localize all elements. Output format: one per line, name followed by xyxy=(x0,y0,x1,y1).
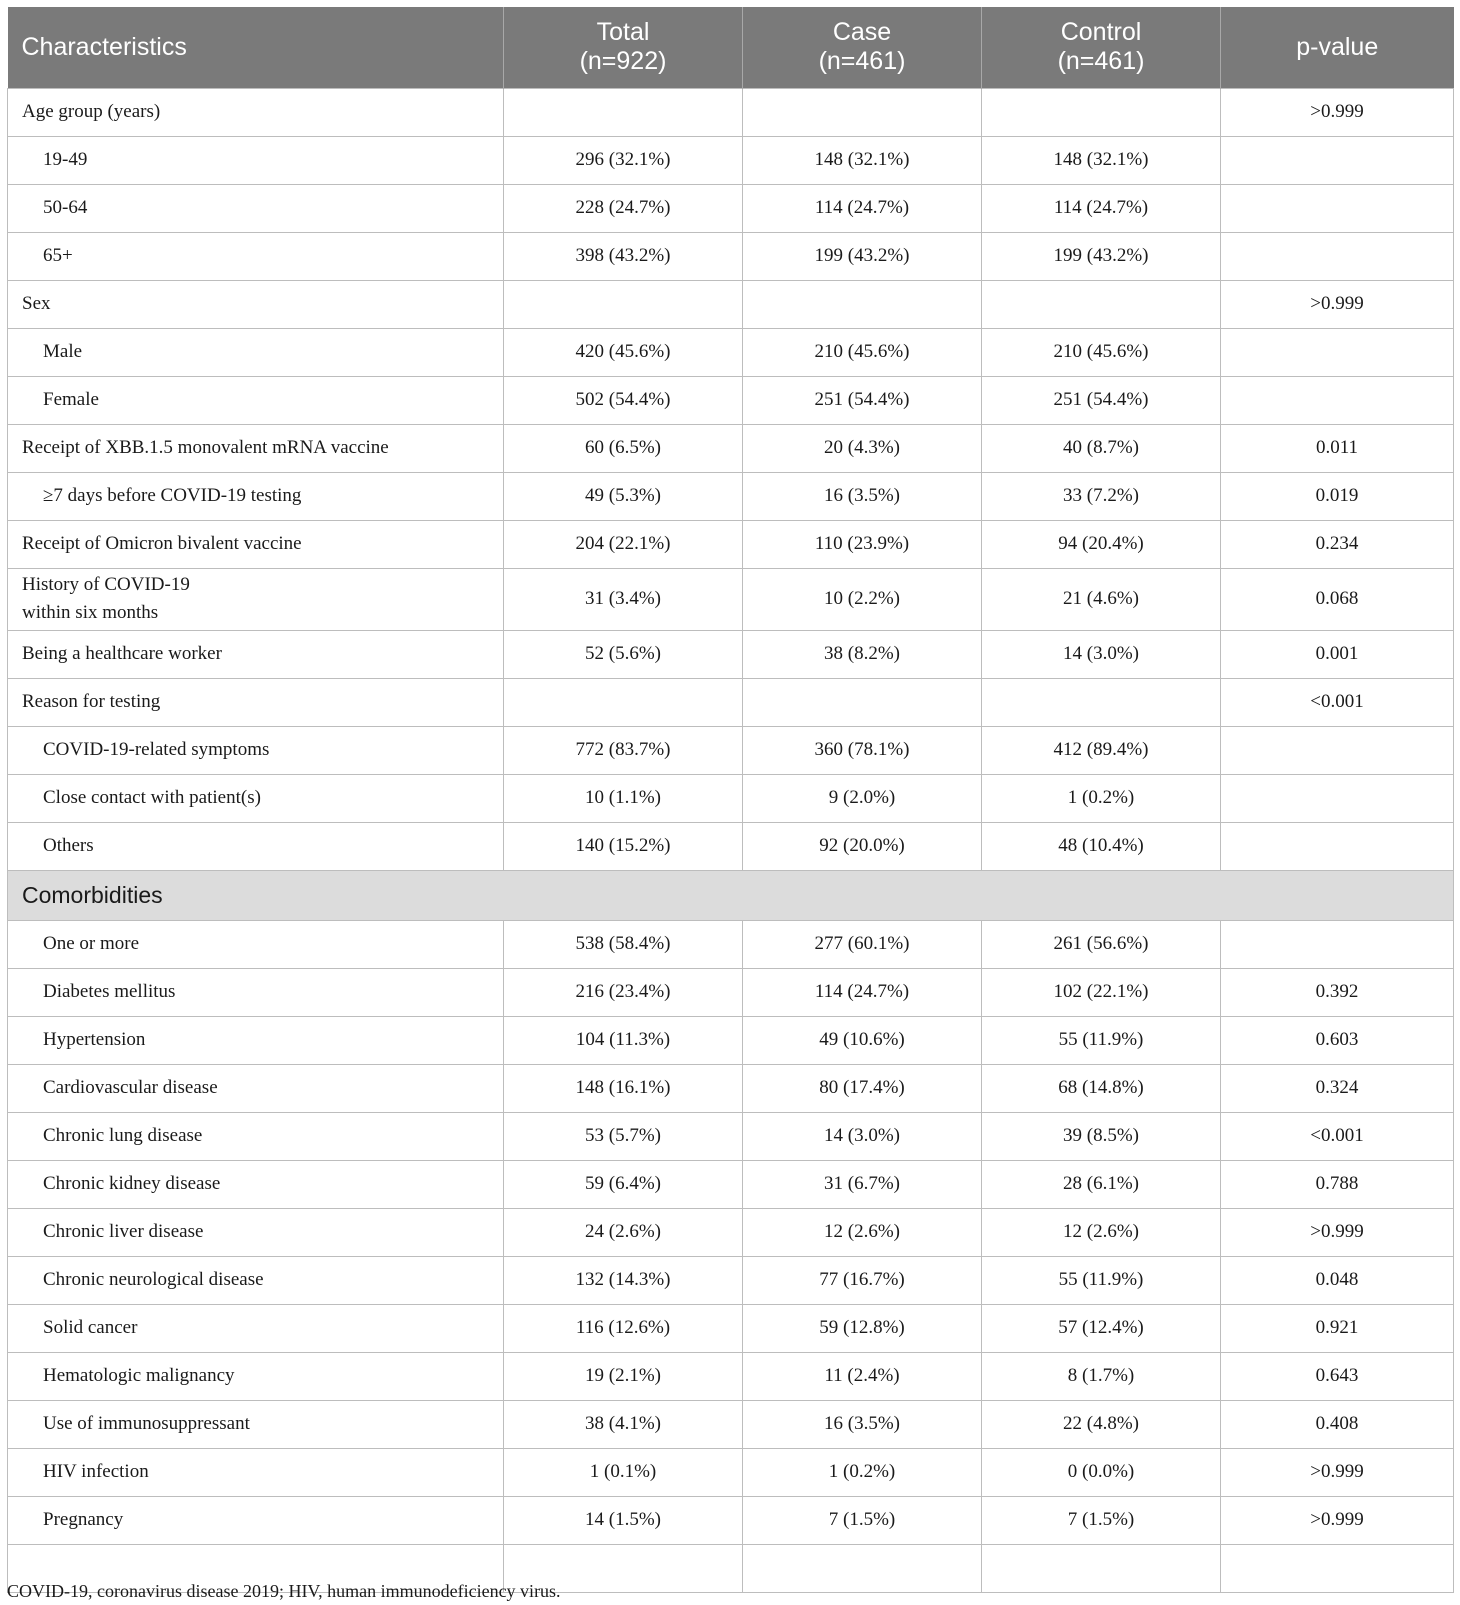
cell-control: 94 (20.4%) xyxy=(982,520,1221,568)
cell-pvalue: >0.999 xyxy=(1221,88,1454,136)
cell-control: 114 (24.7%) xyxy=(982,184,1221,232)
row-label: Sex xyxy=(8,280,504,328)
cell-pvalue: <0.001 xyxy=(1221,1112,1454,1160)
row-label xyxy=(8,568,504,630)
cell-pvalue xyxy=(1221,232,1454,280)
header-control xyxy=(982,7,1221,88)
cell-control: 68 (14.8%) xyxy=(982,1064,1221,1112)
table-row xyxy=(8,328,1454,376)
table-row xyxy=(8,1352,1454,1400)
cell-total xyxy=(504,88,743,136)
table-row xyxy=(8,1160,1454,1208)
cell-pvalue: 0.011 xyxy=(1221,424,1454,472)
row-label: Chronic kidney disease xyxy=(8,1160,504,1208)
cell-control: 251 (54.4%) xyxy=(982,376,1221,424)
table-row xyxy=(8,232,1454,280)
cell-case xyxy=(743,88,982,136)
section-label: Comorbidities xyxy=(8,870,1454,920)
table-row xyxy=(8,774,1454,822)
cell-pvalue: 0.408 xyxy=(1221,1400,1454,1448)
cell-total: 140 (15.2%) xyxy=(504,822,743,870)
row-label: Receipt of XBB.1.5 monovalent mRNA vaccine xyxy=(8,424,504,472)
cell-control: 0 (0.0%) xyxy=(982,1448,1221,1496)
cell-total: 772 (83.7%) xyxy=(504,726,743,774)
row-label: Hypertension xyxy=(8,1016,504,1064)
table-row xyxy=(8,1208,1454,1256)
cell-pvalue: 0.921 xyxy=(1221,1304,1454,1352)
cell-case: 31 (6.7%) xyxy=(743,1160,982,1208)
cell-pvalue xyxy=(1221,328,1454,376)
cell-control: 40 (8.7%) xyxy=(982,424,1221,472)
row-label: 19-49 xyxy=(8,136,504,184)
cell-total: 104 (11.3%) xyxy=(504,1016,743,1064)
table-row xyxy=(8,1496,1454,1544)
row-label: 50-64 xyxy=(8,184,504,232)
row-label: COVID-19-related symptoms xyxy=(8,726,504,774)
table-row xyxy=(8,424,1454,472)
cell-total: 52 (5.6%) xyxy=(504,630,743,678)
row-label: One or more xyxy=(8,920,504,968)
cell-control: 210 (45.6%) xyxy=(982,328,1221,376)
row-label: Chronic neurological disease xyxy=(8,1256,504,1304)
row-label: HIV infection xyxy=(8,1448,504,1496)
table-footnote: COVID-19, coronavirus disease 2019; HIV, human immunodeficiency virus. xyxy=(7,1581,561,1601)
cell-total: 14 (1.5%) xyxy=(504,1496,743,1544)
cell-total: 24 (2.6%) xyxy=(504,1208,743,1256)
cell-case: 110 (23.9%) xyxy=(743,520,982,568)
table-row xyxy=(8,678,1454,726)
cell-pvalue: 0.001 xyxy=(1221,630,1454,678)
cell-pvalue xyxy=(1221,184,1454,232)
table-row xyxy=(8,376,1454,424)
cell-case: 7 (1.5%) xyxy=(743,1496,982,1544)
cell-case: 360 (78.1%) xyxy=(743,726,982,774)
cell-pvalue: >0.999 xyxy=(1221,280,1454,328)
cell-pvalue: 0.392 xyxy=(1221,968,1454,1016)
cell-case: 114 (24.7%) xyxy=(743,968,982,1016)
header-characteristics-label: Characteristics xyxy=(21,32,187,61)
cell-total: 60 (6.5%) xyxy=(504,424,743,472)
row-label: Receipt of Omicron bivalent vaccine xyxy=(8,520,504,568)
cell-control: 55 (11.9%) xyxy=(982,1256,1221,1304)
table-row xyxy=(8,1112,1454,1160)
cell-control: 261 (56.6%) xyxy=(982,920,1221,968)
header-characteristics xyxy=(8,7,504,88)
cell-total: 420 (45.6%) xyxy=(504,328,743,376)
cell-control: 102 (22.1%) xyxy=(982,968,1221,1016)
cell-control: 57 (12.4%) xyxy=(982,1304,1221,1352)
header-row xyxy=(8,7,1454,88)
cell-case: 92 (20.0%) xyxy=(743,822,982,870)
cell-control: 55 (11.9%) xyxy=(982,1016,1221,1064)
cell-case: 16 (3.5%) xyxy=(743,472,982,520)
row-label: Age group (years) xyxy=(8,88,504,136)
cell-total: 19 (2.1%) xyxy=(504,1352,743,1400)
cell-pvalue: 0.603 xyxy=(1221,1016,1454,1064)
table-row xyxy=(8,1448,1454,1496)
table-row xyxy=(8,1016,1454,1064)
cell-total: 53 (5.7%) xyxy=(504,1112,743,1160)
row-label: Others xyxy=(8,822,504,870)
cell-pvalue: >0.999 xyxy=(1221,1448,1454,1496)
table-row xyxy=(8,280,1454,328)
cell-case: 148 (32.1%) xyxy=(743,136,982,184)
cell-case: 59 (12.8%) xyxy=(743,1304,982,1352)
cell-case: 10 (2.2%) xyxy=(743,568,982,630)
table-row xyxy=(8,184,1454,232)
cell-total: 10 (1.1%) xyxy=(504,774,743,822)
table-row xyxy=(8,630,1454,678)
header-total-label: Total xyxy=(596,18,650,47)
row-label: Male xyxy=(8,328,504,376)
header-case-label: Case xyxy=(832,18,892,47)
cell-total: 116 (12.6%) xyxy=(504,1304,743,1352)
header-case-n: (n=461) xyxy=(818,47,906,76)
header-pvalue-label: p-value xyxy=(1296,32,1379,61)
row-label: Chronic lung disease xyxy=(8,1112,504,1160)
characteristics-table-container xyxy=(7,7,1453,1593)
table-row xyxy=(8,968,1454,1016)
cell-case: 11 (2.4%) xyxy=(743,1352,982,1400)
cell-control: 199 (43.2%) xyxy=(982,232,1221,280)
cell-total: 148 (16.1%) xyxy=(504,1064,743,1112)
cell-control xyxy=(982,280,1221,328)
cell-control: 12 (2.6%) xyxy=(982,1208,1221,1256)
section-row-comorbidities xyxy=(8,870,1454,920)
cell-control xyxy=(982,678,1221,726)
cell-control: 21 (4.6%) xyxy=(982,568,1221,630)
header-total-n: (n=922) xyxy=(579,47,667,76)
cell-pvalue xyxy=(1221,774,1454,822)
cell-case: 14 (3.0%) xyxy=(743,1112,982,1160)
row-label: Diabetes mellitus xyxy=(8,968,504,1016)
table-row xyxy=(8,1400,1454,1448)
cell-pvalue: 0.324 xyxy=(1221,1064,1454,1112)
cell-case: 251 (54.4%) xyxy=(743,376,982,424)
cell-control: 148 (32.1%) xyxy=(982,136,1221,184)
cell-pvalue: >0.999 xyxy=(1221,1208,1454,1256)
table-row xyxy=(8,568,1454,630)
cell-total: 132 (14.3%) xyxy=(504,1256,743,1304)
cell-total: 31 (3.4%) xyxy=(504,568,743,630)
header-control-n: (n=461) xyxy=(1057,47,1145,76)
cell-control: 412 (89.4%) xyxy=(982,726,1221,774)
header-pvalue xyxy=(1221,7,1454,88)
row-label: Being a healthcare worker xyxy=(8,630,504,678)
cell-total: 296 (32.1%) xyxy=(504,136,743,184)
cell-control: 33 (7.2%) xyxy=(982,472,1221,520)
cell-pvalue xyxy=(1221,822,1454,870)
row-label: Pregnancy xyxy=(8,1496,504,1544)
row-label: Chronic liver disease xyxy=(8,1208,504,1256)
cell-case xyxy=(743,678,982,726)
row-label: Female xyxy=(8,376,504,424)
cell-case: 77 (16.7%) xyxy=(743,1256,982,1304)
cell-pvalue xyxy=(1221,376,1454,424)
table-row xyxy=(8,1304,1454,1352)
cell-case: 16 (3.5%) xyxy=(743,1400,982,1448)
cell-pvalue xyxy=(1221,920,1454,968)
cell-total: 38 (4.1%) xyxy=(504,1400,743,1448)
row-label: Hematologic malignancy xyxy=(8,1352,504,1400)
row-label-line-2: within six months xyxy=(22,602,159,623)
cell-control xyxy=(982,88,1221,136)
cell-case: 9 (2.0%) xyxy=(743,774,982,822)
cell-control: 39 (8.5%) xyxy=(982,1112,1221,1160)
cell-pvalue xyxy=(1221,1544,1454,1592)
header-case xyxy=(743,7,982,88)
cell-total: 502 (54.4%) xyxy=(504,376,743,424)
cell-case: 210 (45.6%) xyxy=(743,328,982,376)
cell-case xyxy=(743,280,982,328)
cell-case: 12 (2.6%) xyxy=(743,1208,982,1256)
cell-control xyxy=(982,1544,1221,1592)
cell-pvalue: 0.234 xyxy=(1221,520,1454,568)
cell-control: 14 (3.0%) xyxy=(982,630,1221,678)
cell-total: 398 (43.2%) xyxy=(504,232,743,280)
cell-case: 199 (43.2%) xyxy=(743,232,982,280)
cell-pvalue xyxy=(1221,726,1454,774)
row-label: Close contact with patient(s) xyxy=(8,774,504,822)
row-label: Solid cancer xyxy=(8,1304,504,1352)
cell-control: 28 (6.1%) xyxy=(982,1160,1221,1208)
cell-pvalue: 0.048 xyxy=(1221,1256,1454,1304)
table-row xyxy=(8,472,1454,520)
cell-case: 49 (10.6%) xyxy=(743,1016,982,1064)
cell-pvalue: 0.788 xyxy=(1221,1160,1454,1208)
cell-case: 277 (60.1%) xyxy=(743,920,982,968)
cell-control: 1 (0.2%) xyxy=(982,774,1221,822)
table-row xyxy=(8,822,1454,870)
cell-control: 48 (10.4%) xyxy=(982,822,1221,870)
cell-pvalue: 0.019 xyxy=(1221,472,1454,520)
table-row xyxy=(8,520,1454,568)
table-row xyxy=(8,136,1454,184)
cell-control: 8 (1.7%) xyxy=(982,1352,1221,1400)
cell-total: 228 (24.7%) xyxy=(504,184,743,232)
cell-control: 7 (1.5%) xyxy=(982,1496,1221,1544)
cell-pvalue: 0.643 xyxy=(1221,1352,1454,1400)
table-header xyxy=(8,7,1454,88)
cell-case: 80 (17.4%) xyxy=(743,1064,982,1112)
table-row xyxy=(8,726,1454,774)
cell-pvalue: >0.999 xyxy=(1221,1496,1454,1544)
cell-total: 204 (22.1%) xyxy=(504,520,743,568)
cell-pvalue: <0.001 xyxy=(1221,678,1454,726)
cell-case xyxy=(743,1544,982,1592)
cell-total: 216 (23.4%) xyxy=(504,968,743,1016)
table-row xyxy=(8,920,1454,968)
cell-control: 22 (4.8%) xyxy=(982,1400,1221,1448)
cell-pvalue: 0.068 xyxy=(1221,568,1454,630)
cell-total xyxy=(504,280,743,328)
row-label: Cardiovascular disease xyxy=(8,1064,504,1112)
header-control-label: Control xyxy=(1060,18,1142,47)
cell-total: 49 (5.3%) xyxy=(504,472,743,520)
table-row xyxy=(8,88,1454,136)
row-label: ≥7 days before COVID-19 testing xyxy=(8,472,504,520)
cell-total: 1 (0.1%) xyxy=(504,1448,743,1496)
table-body xyxy=(8,88,1454,1592)
cell-case: 1 (0.2%) xyxy=(743,1448,982,1496)
row-label-line-1: History of COVID-19 xyxy=(22,574,190,595)
cell-case: 114 (24.7%) xyxy=(743,184,982,232)
cell-case: 38 (8.2%) xyxy=(743,630,982,678)
cell-total: 59 (6.4%) xyxy=(504,1160,743,1208)
header-total xyxy=(504,7,743,88)
cell-total xyxy=(504,678,743,726)
table-row xyxy=(8,1256,1454,1304)
row-label: Use of immunosuppressant xyxy=(8,1400,504,1448)
cell-case: 20 (4.3%) xyxy=(743,424,982,472)
row-label: 65+ xyxy=(8,232,504,280)
row-label: Reason for testing xyxy=(8,678,504,726)
cell-total: 538 (58.4%) xyxy=(504,920,743,968)
table-row xyxy=(8,1064,1454,1112)
characteristics-table xyxy=(7,7,1454,1593)
cell-pvalue xyxy=(1221,136,1454,184)
